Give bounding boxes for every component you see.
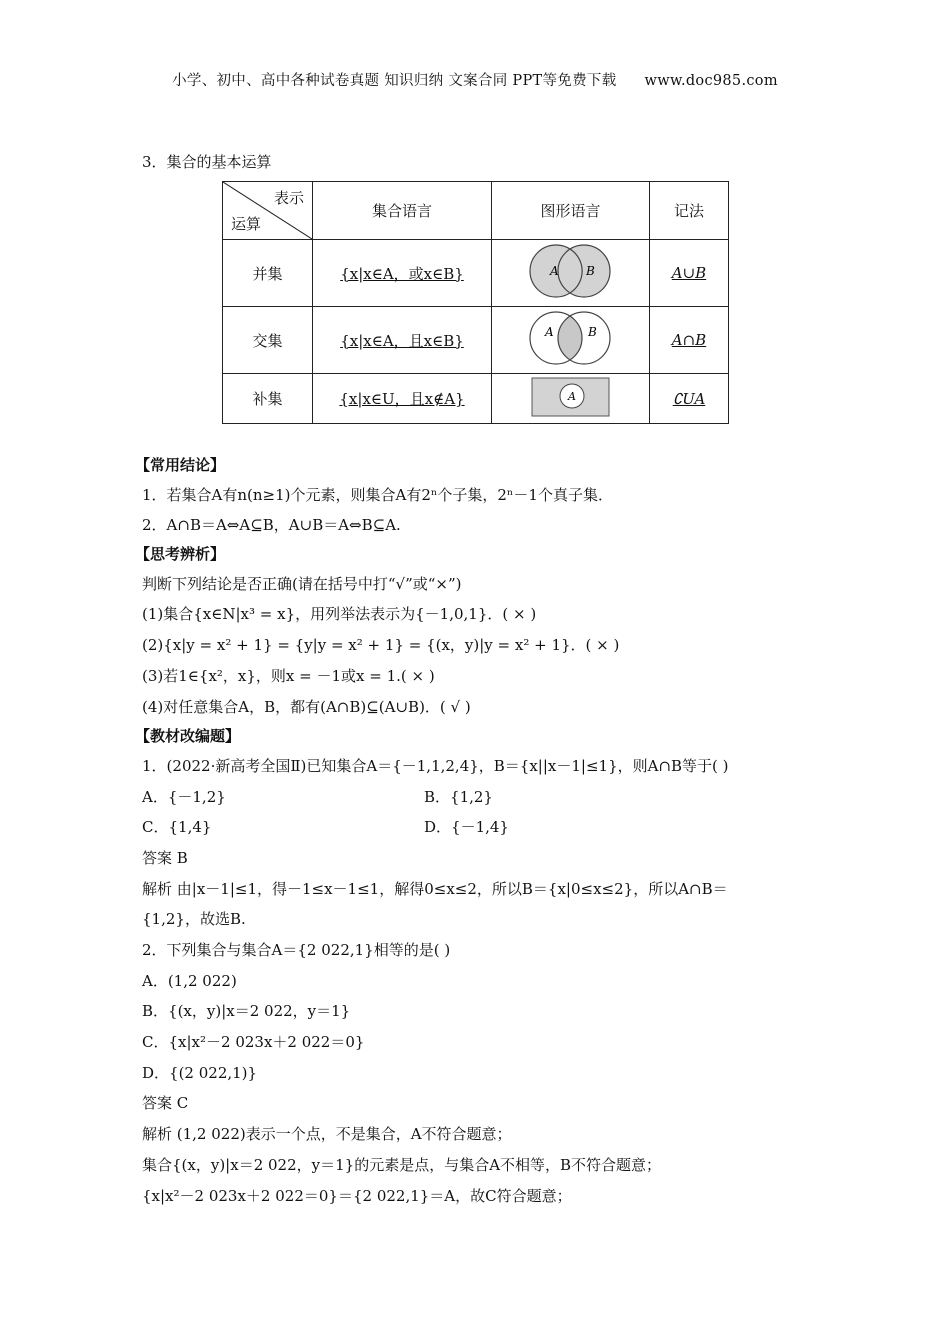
- think-title: 【思考辨析】: [135, 545, 226, 563]
- q1-answer: 答案 B: [142, 849, 188, 867]
- common-line-2: 2．A∩B＝A⇔A⊆B，A∪B＝A⇔B⊆A.: [142, 516, 401, 534]
- venn-label-a: A: [567, 389, 576, 403]
- col-header-graph: 图形语言: [492, 182, 650, 240]
- intersection-notation: A∩B: [671, 331, 707, 349]
- q2-option-d: D．{(2 022,1)}: [142, 1064, 258, 1082]
- venn-label-a: A: [549, 264, 559, 278]
- q2-analysis-3: {x|x²－2 023x＋2 022＝0}＝{2 022,1}＝A，故C符合题意；: [142, 1187, 572, 1205]
- q2-option-a: A．(1,2 022): [142, 972, 237, 990]
- complement-notation: ∁UA: [672, 389, 706, 408]
- intersection-venn-diagram: [526, 309, 616, 367]
- op-union: 并集: [223, 240, 313, 307]
- complement-venn-diagram: [531, 376, 611, 418]
- intersection-venn-cell: [492, 307, 650, 374]
- q1-stem: 1．(2022·新高考全国Ⅱ)已知集合A＝{－1,1,2,4}，B＝{x||x－1|≤1}，则A∩B等于( ): [142, 757, 729, 775]
- q1-option-c: C．{1,4}: [142, 818, 212, 836]
- q2-option-b: B．{(x，y)|x＝2 022，y＝1}: [142, 1002, 351, 1020]
- think-item-4: (4)对任意集合A，B，都有(A∩B)⊆(A∪B)．( √ ): [142, 698, 471, 716]
- think-item-3: (3)若1∈{x²，x}，则x = －1或x = 1.( × ): [142, 667, 435, 685]
- think-item-2: (2){x|y = x² + 1} = {y|y = x² + 1} = {(x，y)|y = x² + 1}．( × ): [142, 636, 620, 654]
- q2-stem: 2．下列集合与集合A＝{2 022,1}相等的是( ): [142, 941, 451, 959]
- venn-label-b: B: [585, 264, 595, 278]
- complement-set-language: {x|x∈U，且x∉A}: [339, 390, 465, 408]
- textbook-title: 【教材改编题】: [135, 727, 241, 745]
- union-set-language: {x|x∈A，或x∈B}: [340, 264, 464, 283]
- union-venn-cell: [492, 240, 650, 307]
- q1-analysis-1: 解析 由|x－1|≤1，得－1≤x－1≤1，解得0≤x≤2，所以B＝{x|0≤x≤2}，所以A∩B＝: [142, 880, 728, 898]
- q2-option-c: C．{x|x²－2 023x＋2 022＝0}: [142, 1033, 365, 1051]
- think-intro: 判断下列结论是否正确(请在括号中打“√”或“×”): [142, 575, 462, 593]
- section-title: 3．集合的基本运算: [142, 153, 272, 171]
- page-header: [0, 69, 950, 90]
- q2-analysis-2: 集合{(x，y)|x＝2 022，y＝1}的元素是点，与集合A不相等，B不符合题意；: [142, 1156, 662, 1174]
- complement-venn-cell: [492, 374, 650, 424]
- header-text: 小学、初中、高中各种试卷真题 知识归纳 文案合同 PPT等免费下载: [172, 73, 617, 89]
- q1-option-b: B．{1,2}: [424, 788, 493, 806]
- q1-option-d: D．{－1,4}: [424, 818, 509, 836]
- col-header-lang: 集合语言: [313, 182, 492, 240]
- diagonal-header-cell: [223, 182, 313, 240]
- header-site[interactable]: www.doc985.com: [644, 73, 778, 89]
- q2-analysis-1: 解析 (1,2 022)表示一个点，不是集合，A不符合题意；: [142, 1125, 512, 1143]
- union-notation: A∪B: [671, 264, 707, 282]
- q1-analysis-2: {1,2}，故选B.: [142, 910, 246, 928]
- op-intersection: 交集: [223, 307, 313, 374]
- intersection-set-language: {x|x∈A，且x∈B}: [340, 331, 464, 350]
- col-header-note: 记法: [650, 182, 729, 240]
- union-venn-diagram: [526, 242, 616, 300]
- common-title: 【常用结论】: [135, 456, 226, 474]
- think-item-1: (1)集合{x∈N|x³ = x}，用列举法表示为{－1,0,1}．( × ): [142, 605, 537, 623]
- set-operations-table: [222, 181, 729, 424]
- venn-label-b: B: [587, 325, 597, 339]
- header-top-label: 表示: [273, 189, 304, 207]
- q2-answer: 答案 C: [142, 1094, 189, 1112]
- op-complement: 补集: [223, 374, 313, 424]
- common-line-1: 1．若集合A有n(n≥1)个元素，则集合A有2ⁿ个子集，2ⁿ－1个真子集．: [142, 486, 613, 504]
- venn-label-a: A: [544, 325, 554, 339]
- header-left-label: 运算: [231, 215, 262, 233]
- q1-option-a: A．{－1,2}: [142, 788, 226, 806]
